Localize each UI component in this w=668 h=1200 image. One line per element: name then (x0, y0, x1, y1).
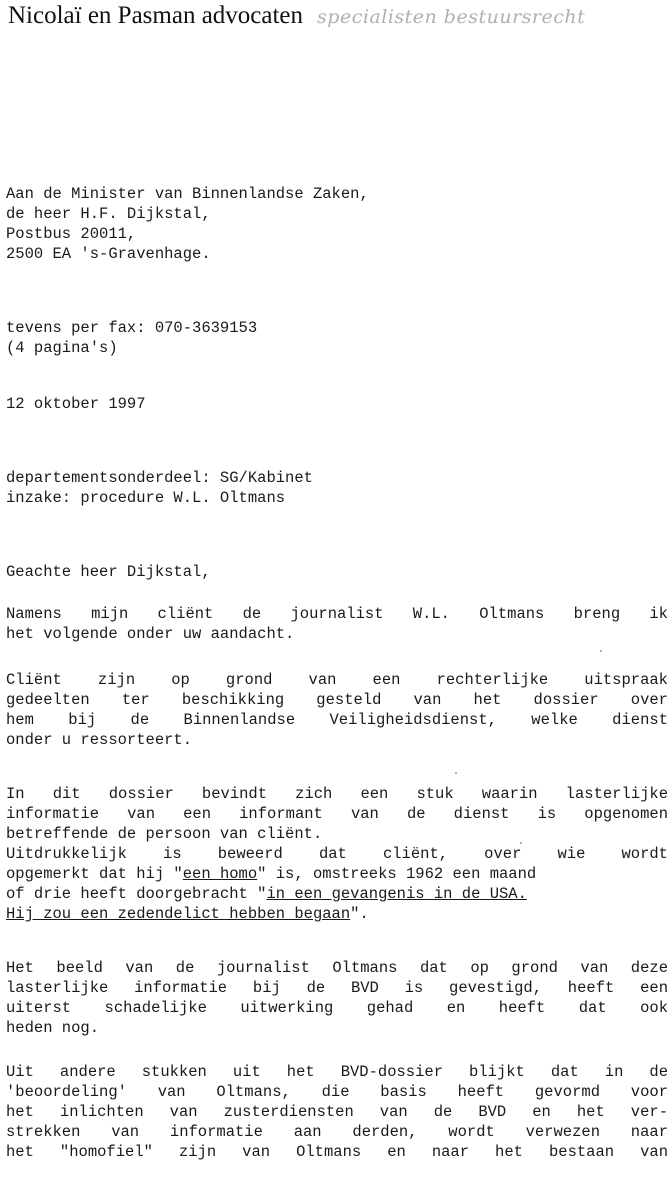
firm-tagline: specialisten bestuursrecht (317, 6, 586, 28)
paragraph-line: Uitdrukkelijk is beweerd dat cliënt, over wie wordt (6, 845, 668, 863)
paragraph-line (6, 884, 668, 904)
paragraph-line: Cliënt zijn op grond van een rechterlijke uitspraak (6, 671, 668, 689)
paragraph-line: het volgende onder uw aandacht. (6, 625, 295, 643)
text-run: of drie heeft doorgebracht " (6, 885, 267, 903)
paragraph-line: het inlichten van zusterdiensten van de BVD en het ver- (6, 1103, 668, 1121)
paragraph-line: Namens mijn cliënt de journalist W.L. Oltmans breng ik (6, 605, 668, 623)
paragraph-line (6, 864, 668, 884)
reference-block (6, 468, 668, 508)
paragraph-line: heden nog. (6, 1019, 100, 1037)
scan-speck (455, 772, 457, 774)
firm-name: Nicolaï en Pasman advocaten (8, 2, 304, 29)
paragraph-5 (6, 1062, 668, 1162)
paragraph-line: lasterlijke informatie bij de BVD is gevestigd, heeft een (6, 979, 668, 997)
scan-speck (600, 650, 602, 652)
underlined-quote: Hij zou een zedendelict hebben begaan (6, 905, 351, 923)
paragraph-line: Uit andere stukken uit het BVD-dossier blijkt dat in de (6, 1063, 668, 1081)
text-run: ". (350, 905, 369, 923)
text-run: opgemerkt dat hij " (6, 865, 183, 883)
department-line: departementsonderdeel: SG/Kabinet (6, 469, 313, 487)
salutation-block (6, 562, 668, 582)
paragraph-line: uiterst schadelijke uitwerking gehad en heeft dat ook (6, 999, 668, 1017)
address-line: Aan de Minister van Binnenlandse Zaken, (6, 185, 369, 203)
paragraph-2 (6, 670, 668, 750)
text-run: " is, omstreeks 1962 een maand (257, 865, 537, 883)
paragraph-3 (6, 784, 668, 924)
address-line: de heer H.F. Dijkstal, (6, 205, 211, 223)
paragraph-line: het "homofiel" zijn van Oltmans en naar het bestaan van (6, 1143, 668, 1161)
paragraph-line: betreffende de persoon van cliënt. (6, 825, 323, 843)
letter-date (6, 394, 668, 414)
date: 12 oktober 1997 (6, 395, 146, 413)
underlined-quote: in een gevangenis in de USA. (266, 885, 527, 903)
paragraph-line: 'beoordeling' van Oltmans, die basis heeft gevormd voor (6, 1083, 668, 1101)
fax-pages: (4 pagina's) (6, 339, 118, 357)
paragraph-4 (6, 958, 668, 1038)
paragraph-line: onder u ressorteert. (6, 731, 193, 749)
address-line: 2500 EA 's-Gravenhage. (6, 245, 211, 263)
salutation: Geachte heer Dijkstal, (6, 563, 211, 581)
paragraph-line: In dit dossier bevindt zich een stuk waarin lasterlijke (6, 785, 668, 803)
letterhead (8, 2, 668, 30)
paragraph-line: strekken van informatie aan derden, wordt verwezen naar (6, 1123, 668, 1141)
recipient-address (6, 184, 668, 264)
scan-speck (520, 842, 522, 844)
paragraph-line (6, 904, 668, 924)
paragraph-line: Het beeld van de journalist Oltmans dat op grond van deze (6, 959, 668, 977)
fax-note (6, 318, 668, 358)
underlined-quote: een homo (182, 865, 258, 883)
paragraph-1 (6, 604, 668, 644)
paragraph-line: hem bij de Binnenlandse Veiligheidsdienst, welke dienst (6, 711, 668, 729)
address-line: Postbus 20011, (6, 225, 137, 243)
subject-line: inzake: procedure W.L. Oltmans (6, 489, 286, 507)
paragraph-line: gedeelten ter beschikking gesteld van het dossier over (6, 691, 668, 709)
fax-line: tevens per fax: 070-3639153 (6, 319, 258, 337)
paragraph-line: informatie van een informant van de dienst is opgenomen (6, 805, 668, 823)
